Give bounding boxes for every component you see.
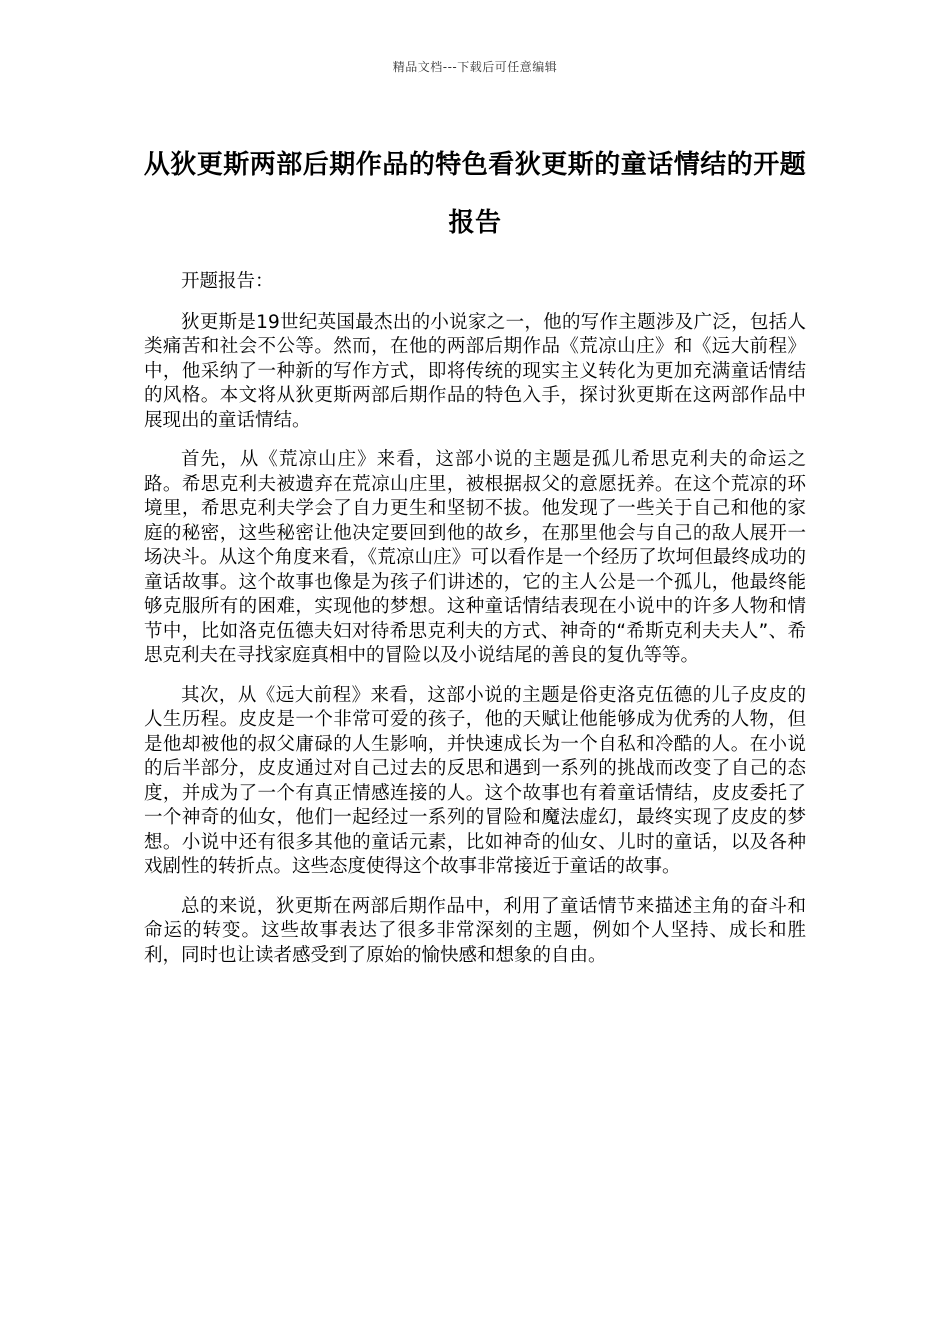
- paragraph-intro: 狄更斯是19世纪英国最杰出的小说家之一，他的写作主题涉及广泛，包括人类痛苦和社会不公等。然而，在他的两部后期作品《荒凉山庄》和《远大前程》中，他采纳了一种新的写作方式，即将传统的现实主义转化为更加充满童话情结的风格。本文将从狄更斯两部后期作品的特色入手，探讨狄更斯在这两部作品中展现出的童话情结。: [144, 311, 806, 431]
- document-body: [144, 270, 806, 983]
- document-title: 从狄更斯两部后期作品的特色看狄更斯的童话情结的开题报告: [143, 150, 807, 238]
- paragraph-bleak-house: 首先，从《荒凉山庄》来看，这部小说的主题是孤儿希思克利夫的命运之路。希思克利夫被遗弃在荒凉山庄里，被根据叔父的意愿抚养。在这个荒凉的环境里，希思克利夫学会了自力更生和坚韧不拔。他发现了一些关于自己和他的家庭的秘密，这些秘密让他决定要回到他的故乡，在那里他会与自己的敌人展开一场决斗。从这个角度来看，《荒凉山庄》可以看作是一个经历了坎坷但最终成功的童话故事。这个故事也像是为孩子们讲述的，它的主人公是一个孤儿，他最终能够克服所有的困难，实现他的梦想。这种童话情结表现在小说中的许多人物和情节中，比如洛克伍德夫妇对待希思克利夫的方式、神奇的“希斯克利夫夫人”、希思克利夫在寻找家庭真相中的冒险以及小说结尾的善良的复仇等等。: [144, 449, 806, 666]
- header-note: 精品文档---下载后可任意编辑: [392, 60, 558, 74]
- paragraph-great-expectations: 其次，从《远大前程》来看，这部小说的主题是俗吏洛克伍德的儿子皮皮的人生历程。皮皮是一个非常可爱的孩子，他的天赋让他能够成为优秀的人物，但是他却被他的叔父庸碌的人生影响，并快速成长为一个自私和冷酷的人。在小说的后半部分，皮皮通过对自己过去的反思和遇到一系列的挑战而改变了自己的态度，并成为了一个有真正情感连接的人。这个故事也有着童话情结，皮皮委托了一个神奇的仙女，他们一起经过一系列的冒险和魔法虚幻，最终实现了皮皮的梦想。小说中还有很多其他的童话元素，比如神奇的仙女、儿时的童话，以及各种戏剧性的转折点。这些态度使得这个故事非常接近于童话的故事。: [144, 684, 806, 877]
- paragraph-conclusion: 总的来说，狄更斯在两部后期作品中，利用了童话情节来描述主角的奋斗和命运的转变。这些故事表达了很多非常深刻的主题，例如个人坚持、成长和胜利，同时也让读者感受到了原始的愉快感和想象的自由。: [144, 895, 806, 966]
- section-label: 开题报告：: [181, 271, 274, 292]
